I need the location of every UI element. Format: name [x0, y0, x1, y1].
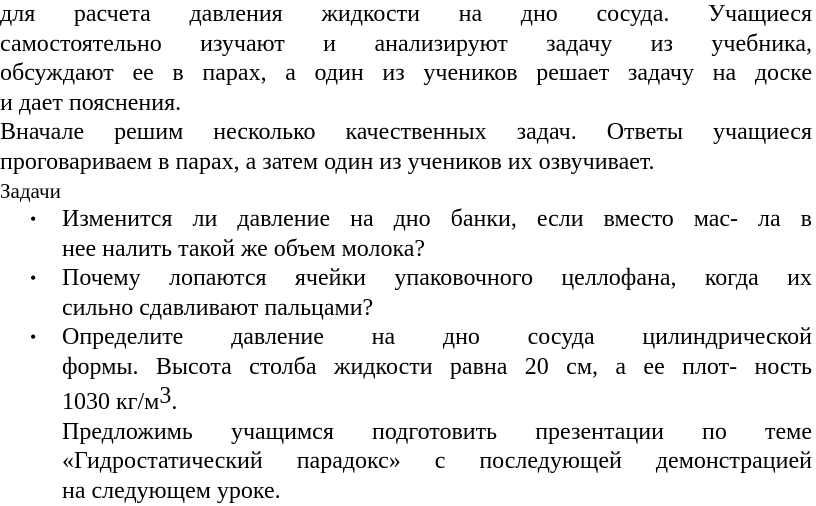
text-line: Вначале решим несколько качественных задач. Ответы учащиеся: [0, 118, 812, 148]
list-item: [0, 323, 812, 418]
bullet-icon: •: [30, 323, 36, 353]
line-end-period: .: [171, 389, 177, 415]
tasks-heading: Задачи: [0, 177, 812, 205]
presentation-paragraph: [0, 418, 812, 506]
text-line: нее налить такой же объем молока?: [62, 235, 812, 265]
density-value: 1030 кг/м: [62, 389, 159, 415]
text-line: Почему лопаются ячейки упаковочного целлофана, когда их: [62, 264, 812, 294]
text-line: [62, 382, 812, 418]
text-line: формы. Высота столба жидкости равна 20 см, а ее плот- ность: [62, 353, 812, 383]
text-line: и дает пояснения.: [0, 89, 812, 119]
text-line: обсуждают ее в парах, а один из учеников решает задачу на доске: [0, 59, 812, 89]
bullet-icon: •: [30, 205, 36, 235]
text-line: проговариваем в парах, а затем один из учеников их озвучивает.: [0, 148, 812, 178]
qualitative-paragraph: [0, 118, 812, 177]
text-line: самостоятельно изучают и анализируют задачу из учебника,: [0, 30, 812, 60]
text-line: для расчета давления жидкости на дно сосуда. Учащиеся: [0, 0, 812, 30]
text-line: сильно сдавливают пальцами?: [62, 294, 812, 324]
text-line: Изменится ли давление на дно банки, если вместо мас- ла в: [62, 205, 812, 235]
bullet-icon: •: [30, 264, 36, 294]
text-line: Определите давление на дно сосуда цилиндрической: [62, 323, 812, 353]
tasks-list: [0, 205, 812, 418]
list-item: [0, 264, 812, 323]
list-item: [0, 205, 812, 264]
superscript-three: 3: [159, 383, 171, 409]
text-line: «Гидростатический парадокс» с последующей демонстрацией: [62, 447, 812, 477]
text-line: на следующем уроке.: [62, 477, 812, 506]
text-line: Предложимь учащимся подготовить презентации по теме: [62, 418, 812, 448]
intro-paragraph: [0, 0, 812, 118]
